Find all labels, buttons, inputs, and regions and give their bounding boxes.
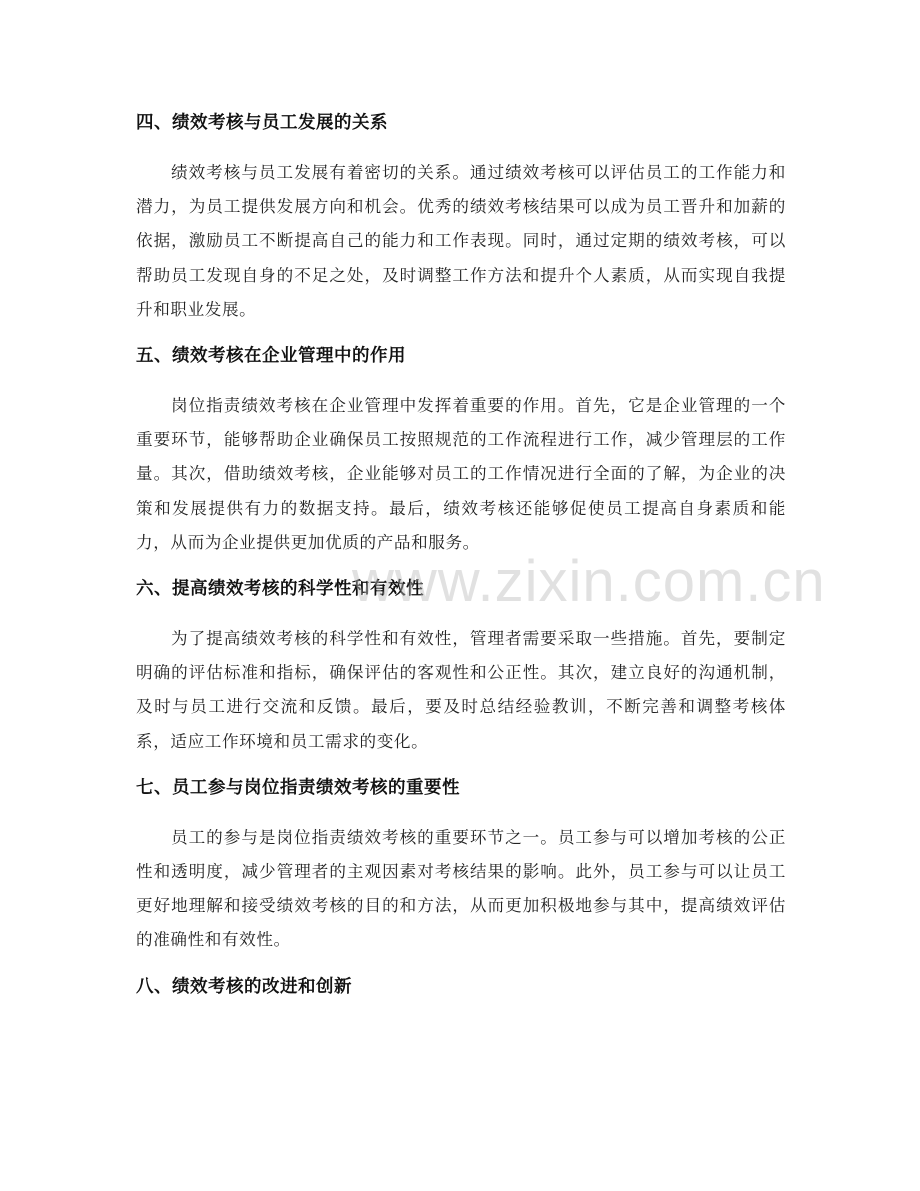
section-6 [136, 572, 786, 759]
watermark-text: www.zixin.com.cn [352, 549, 826, 614]
section-8 [136, 970, 786, 1004]
section-4 [136, 106, 786, 327]
section-paragraph: 为了提高绩效考核的科学性和有效性，管理者需要采取一些措施。首先，要制定明确的评估标准和指标，确保评估的客观性和公正性。其次，建立良好的沟通机制，及时与员工进行交流和反馈。最后，要及时总结经验教训，不断完善和调整考核体系，适应工作环境和员工需求的变化。 [136, 629, 786, 751]
section-paragraph: 绩效考核与员工发展有着密切的关系。通过绩效考核可以评估员工的工作能力和潜力，为员工提供发展方向和机会。优秀的绩效考核结果可以成为员工晋升和加薪的依据，激励员工不断提高自己的能力和工作表现。同时，通过定期的绩效考核，可以帮助员工发现自身的不足之处，及时调整工作方法和提升个人素质，从而实现自我提升和职业发展。 [136, 163, 786, 319]
section-7 [136, 771, 786, 958]
section-title: 八、绩效考核的改进和创新 [136, 976, 352, 997]
section-paragraph: 岗位指责绩效考核在企业管理中发挥着重要的作用。首先，它是企业管理的一个重要环节，能够帮助企业确保员工按照规范的工作流程进行工作，减少管理层的工作量。其次，借助绩效考核，企业能够对员工的工作情况进行全面的了解，为企业的决策和发展提供有力的数据支持。最后，绩效考核还能够促使员工提高自身素质和能力，从而为企业提供更加优质的产品和服务。 [136, 396, 786, 552]
section-5 [136, 339, 786, 560]
document-content [136, 106, 786, 1020]
section-title: 四、绩效考核与员工发展的关系 [136, 113, 388, 133]
section-paragraph: 员工的参与是岗位指责绩效考核的重要环节之一。员工参与可以增加考核的公正性和透明度，减少管理者的主观因素对考核结果的影响。此外，员工参与可以让员工更好地理解和接受绩效考核的目的和方法，从而更加积极地参与其中，提高绩效评估的准确性和有效性。 [136, 827, 786, 950]
section-title: 六、提高绩效考核的科学性和有效性 [136, 579, 424, 600]
section-title: 五、绩效考核在企业管理中的作用 [136, 346, 406, 367]
section-title: 七、员工参与岗位指责绩效考核的重要性 [136, 777, 460, 798]
